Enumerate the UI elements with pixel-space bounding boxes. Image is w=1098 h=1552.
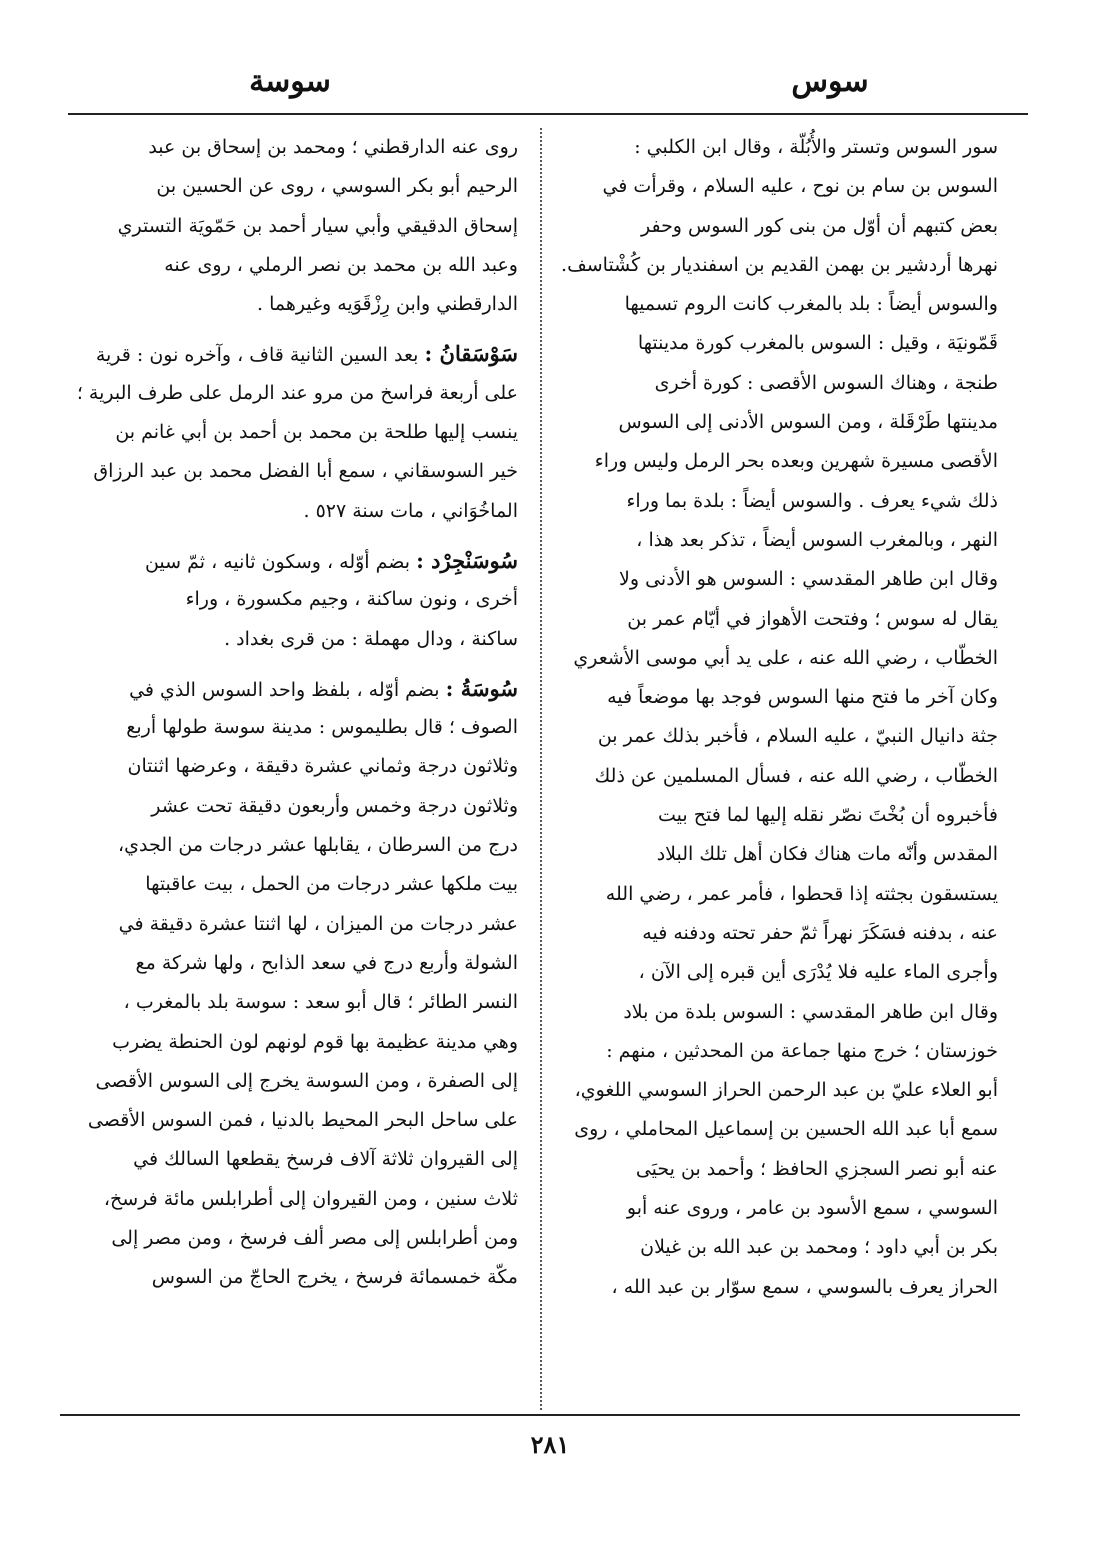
page-header-right-title: سوس: [791, 64, 869, 99]
text-line: وهي مدينة عظيمة بها قوم لونهم لون الحنطة يضرب: [112, 1030, 518, 1053]
text-line: وقال ابن طاهر المقدسي : السوس هو الأدنى ولا: [619, 568, 998, 591]
text-line: سور السوس وتستر والأُبُلّة ، وقال ابن الكلبي :: [634, 136, 998, 158]
text-line: النهر ، وبالمغرب السوس أيضاً ، تذكر بعد هذا ،: [636, 528, 998, 551]
text-line: قَمّونيَة ، وقيل : السوس بالمغرب كورة مدينتها: [637, 332, 998, 355]
text-line: وثلاثون درجة وثماني عشرة دقيقة ، وعرضها اثنتان: [127, 755, 518, 778]
entry-first-line: [72, 541, 518, 580]
text-line: السوس بن سام بن نوح ، عليه السلام ، وقرأت في: [602, 175, 998, 198]
text-line: وكان آخر ما فتح منها السوس فوجد بها موضعاً فيه: [607, 686, 998, 709]
text-line: والسوس أيضاً : بلد بالمغرب كانت الروم تسميها: [624, 293, 998, 316]
text-line: أخرى ، ونون ساكنة ، وجيم مكسورة ، وراء: [185, 588, 518, 611]
text-line: عنه ، بدفنه فسَكَرَ نهراً ثمّ حفر تحته ودفنه فيه: [642, 921, 998, 944]
entry-separator: [72, 324, 518, 334]
text-line: الرحيم أبو بكر السوسي ، روى عن الحسين بن: [156, 175, 518, 198]
left-text-column: [72, 128, 518, 1298]
text-line: السوسي ، سمع الأسود بن عامر ، وروى عنه أبو: [626, 1197, 998, 1220]
text-line: درج من السرطان ، يقابلها عشر درجات من الجدي،: [118, 834, 518, 857]
text-line: على أربعة فراسخ من مرو عند الرمل على طرف البرية ؛: [76, 381, 518, 404]
text-line: روى عنه الدارقطني ؛ ومحمد بن إسحاق بن عبد: [148, 136, 518, 158]
entry-separator: [72, 531, 518, 541]
text-line: عشر درجات من الميزان ، لها اثنتا عشرة دقيقة في: [118, 912, 518, 935]
text-line: على ساحل البحر المحيط بالدنيا ، فمن السوس الأقصى: [87, 1109, 518, 1132]
text-line: فأخبروه أن بُخْتَ نصّر نقله إليها لما فتح بيت: [657, 804, 998, 827]
text-line: ثلاث سنين ، ومن القيروان إلى أطرابلس مائة فرسخ،: [103, 1187, 518, 1210]
text-line: المقدس وأنّه مات هناك فكان أهل تلك البلاد: [656, 843, 998, 866]
text-line: الحراز يعرف بالسوسي ، سمع سوّار بن عبد الله ،: [611, 1275, 998, 1298]
column-divider: [540, 128, 542, 1410]
text-line: الخطّاب ، رضي الله عنه ، فسأل المسلمين عن ذلك: [594, 764, 998, 787]
entry-headword: سُوسَةُ :: [445, 675, 518, 701]
text-line: وأجرى الماء عليه فلا يُدْرَى أين قبره إلى الآن ،: [638, 961, 998, 984]
text-line: الخطّاب ، رضي الله عنه ، على يد أبي موسى الأشعري: [573, 646, 998, 669]
text-line: إلى القيروان ثلاثة آلاف فرسخ يقطعها السالك في: [133, 1148, 518, 1171]
entry-definition-start: بعد السين الثانية قاف ، وآخره نون : قرية: [95, 344, 419, 367]
text-line: الدارقطني وابن رِزْقَوَيه وغيرهما .: [257, 293, 518, 316]
entry-definition-start: بضم أوّله ، بلفظ واحد السوس الذي في: [129, 678, 440, 701]
entry-headword: سُوسَنْجِرْد :: [416, 547, 518, 573]
text-line: وثلاثون درجة وخمس وأربعون دقيقة تحت عشر: [151, 794, 518, 817]
text-line: وقال ابن طاهر المقدسي : السوس بلدة من بلاد: [623, 1000, 998, 1023]
text-line: إسحاق الدقيقي وأبي سيار أحمد بن حَمّويَة التستري: [117, 214, 518, 237]
text-line: نهرها أردشير بن بهمن القديم بن اسفنديار بن كُشْتاسف.: [561, 253, 998, 276]
text-line: الصوف ؛ قال بطليموس : مدينة سوسة طولها أربع: [126, 716, 518, 739]
text-line: ذلك شيء يعرف . والسوس أيضاً : بلدة بما وراء: [626, 489, 998, 512]
text-line: ومن أطرابلس إلى مصر ألف فرسخ ، ومن مصر إلى: [111, 1227, 518, 1250]
page-number: ٢٨١: [530, 1430, 570, 1459]
text-line: طنجة ، وهناك السوس الأقصى : كورة أخرى: [654, 371, 998, 394]
text-line: يقال له سوس ؛ وفتحت الأهواز في أيّام عمر بن: [627, 607, 998, 630]
text-line: عنه أبو نصر السجزي الحافظ ؛ وأحمد بن يحيَى: [635, 1157, 998, 1180]
text-line: ينسب إليها طلحة بن محمد بن أحمد بن أبي غانم بن: [115, 421, 518, 444]
text-line: الماخُوَاني ، مات سنة ٥٢٧ .: [303, 499, 518, 522]
text-line: جثة دانيال النبيّ ، عليه السلام ، فأخبر بذلك عمر بن: [597, 725, 998, 748]
text-line: إلى الصفرة ، ومن السوسة يخرج إلى السوس الأقصى: [95, 1069, 518, 1092]
entry-first-line: [72, 669, 518, 708]
text-line: خوزستان ؛ خرج منها جماعة من المحدثين ، منهم :: [606, 1039, 998, 1062]
text-line: مكّة خمسمائة فرسخ ، يخرج الحاجّ من السوس: [151, 1266, 518, 1289]
entry-headword: سَوْسَقانُ :: [424, 341, 518, 367]
text-line: أبو العلاء عليّ بن عبد الرحمن الحراز السوسي اللغوي،: [574, 1079, 998, 1102]
right-text-column: [552, 128, 998, 1307]
text-line: الشولة وأربع درج في سعد الذابح ، ولها شركة مع: [135, 951, 518, 974]
footer-rule: [60, 1414, 1020, 1416]
text-line: يستسقون بجثته إذا قحطوا ، فأمر عمر ، رضي الله: [605, 882, 998, 905]
text-line: سمع أبا عبد الله الحسين بن إسماعيل المحاملي ، روى: [574, 1118, 998, 1141]
page-header-left-title: سوسة: [249, 64, 331, 99]
text-line: النسر الطائر ؛ قال أبو سعد : سوسة بلد بالمغرب ،: [123, 991, 518, 1014]
text-line: مدينتها طَرْقَلة ، ومن السوس الأدنى إلى السوس: [618, 411, 998, 434]
text-line: بيت ملكها عشر درجات من الحمل ، بيت عاقبتها: [145, 873, 518, 896]
entry-definition-start: بضم أوّله ، وسكون ثانيه ، ثمّ سين: [144, 550, 411, 573]
text-line: ساكنة ، ودال مهملة : من قرى بغداد .: [224, 627, 518, 650]
entry-separator: [72, 659, 518, 669]
text-line: بكر بن أبي داود ؛ ومحمد بن عبد الله بن غيلان: [640, 1236, 998, 1259]
header-rule: [68, 113, 1028, 115]
text-line: بعض كتبهم أن أوّل من بنى كور السوس وحفر: [640, 214, 998, 237]
text-line: خير السوسقاني ، سمع أبا الفضل محمد بن عبد الرزاق: [93, 460, 518, 483]
text-line: الأقصى مسيرة شهرين وبعده بحر الرمل وليس وراء: [594, 450, 998, 473]
text-line: وعبد الله بن محمد بن نصر الرملي ، روى عنه: [164, 253, 518, 276]
entry-first-line: [72, 334, 518, 373]
